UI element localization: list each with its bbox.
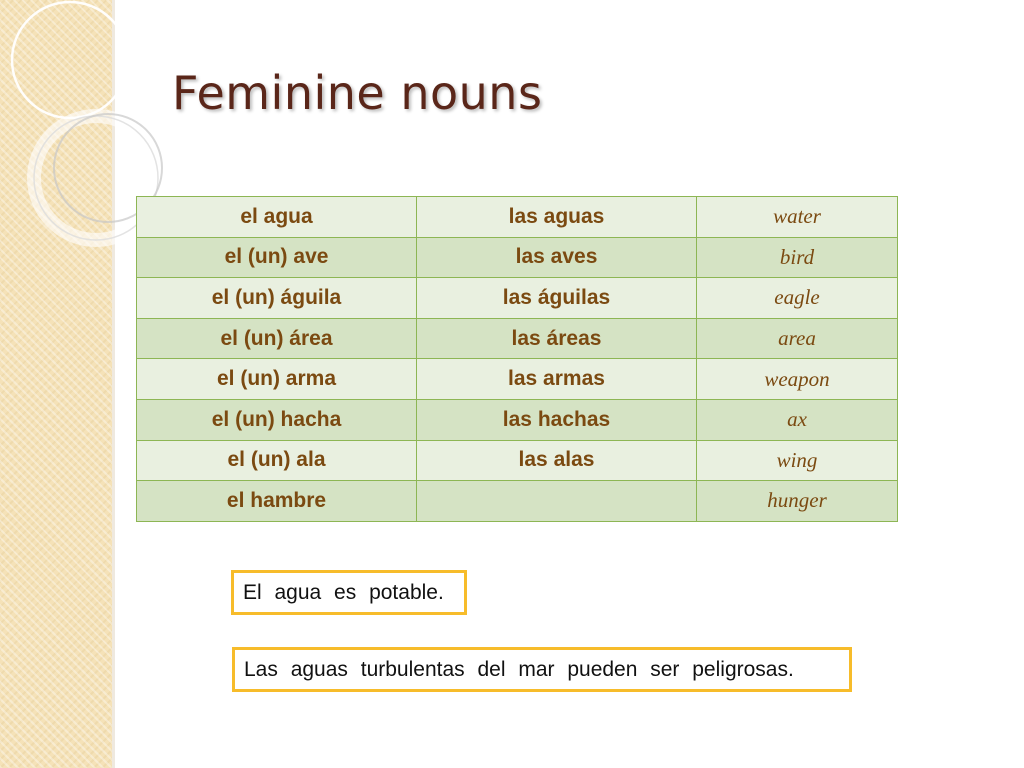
singular-cell: el (un) hacha — [137, 399, 417, 440]
table-row — [137, 237, 898, 278]
singular-cell: el (un) arma — [137, 359, 417, 400]
english-cell: weapon — [697, 359, 898, 400]
singular-cell: el (un) ave — [137, 237, 417, 278]
english-cell: eagle — [697, 278, 898, 319]
slide-title: Feminine nouns — [172, 66, 543, 120]
english-cell: wing — [697, 440, 898, 481]
table-row — [137, 359, 898, 400]
plural-cell: las aves — [417, 237, 697, 278]
english-cell: water — [697, 197, 898, 238]
english-cell: area — [697, 318, 898, 359]
singular-cell: el (un) área — [137, 318, 417, 359]
table-row — [137, 440, 898, 481]
plural-cell — [417, 481, 697, 522]
table-row — [137, 318, 898, 359]
singular-cell: el (un) águila — [137, 278, 417, 319]
plural-cell: las áreas — [417, 318, 697, 359]
example-sentence-1: El agua es potable. — [231, 570, 467, 615]
singular-cell: el (un) ala — [137, 440, 417, 481]
english-cell: hunger — [697, 481, 898, 522]
table-row — [137, 278, 898, 319]
example-sentence-2: Las aguas turbulentas del mar pueden ser peligrosas. — [232, 647, 852, 692]
singular-cell: el agua — [137, 197, 417, 238]
plural-cell: las águilas — [417, 278, 697, 319]
english-cell: bird — [697, 237, 898, 278]
table-row — [137, 197, 898, 238]
plural-cell: las hachas — [417, 399, 697, 440]
table-row — [137, 481, 898, 522]
table-row — [137, 399, 898, 440]
plural-cell: las alas — [417, 440, 697, 481]
singular-cell: el hambre — [137, 481, 417, 522]
english-cell: ax — [697, 399, 898, 440]
plural-cell: las aguas — [417, 197, 697, 238]
nouns-table — [136, 196, 898, 522]
plural-cell: las armas — [417, 359, 697, 400]
